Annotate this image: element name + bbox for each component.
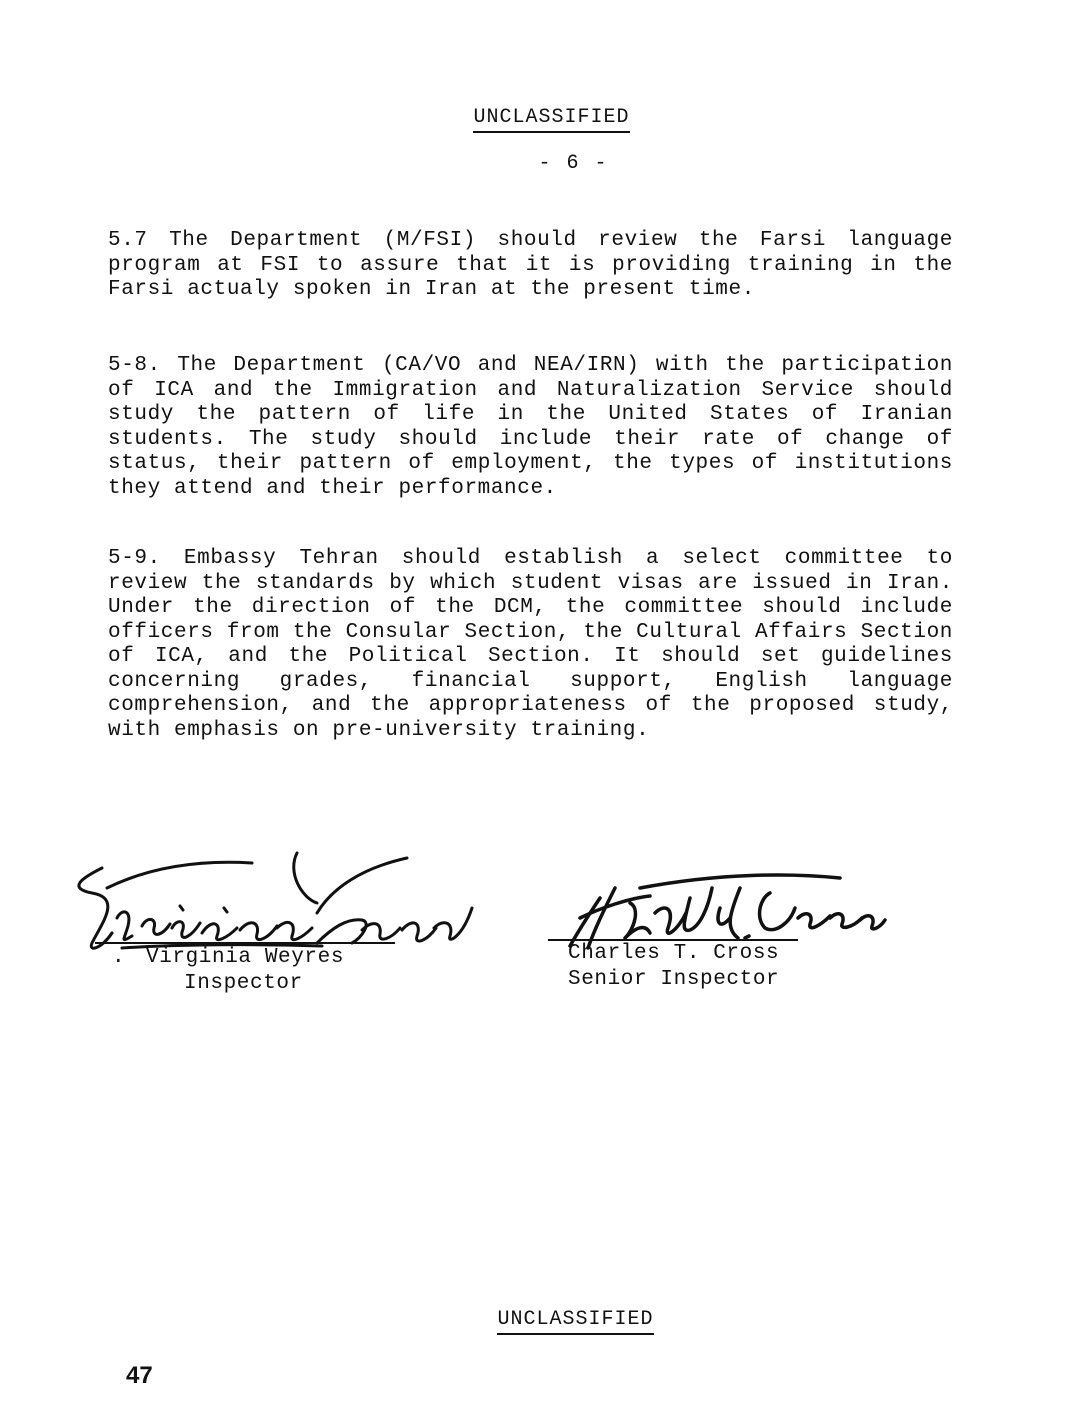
signature-bullet: . (112, 946, 126, 969)
signature-block-cross (568, 941, 868, 993)
signer-name: Charles T. Cross (568, 942, 780, 965)
classification-footer (0, 1308, 1067, 1335)
signer-title: Inspector (184, 972, 303, 995)
signature-line-left (95, 942, 395, 944)
classification-footer-text: UNCLASSIFIED (497, 1308, 653, 1335)
page-number: - 6 - (538, 152, 609, 175)
signer-title: Senior Inspector (568, 968, 780, 991)
recommendation-5-8: 5-8. The Department (CA/VO and NEA/IRN) with the participation of ICA and the Immigration and Naturalization Service should study the pattern of life in the United States of Iranian students. The study should include their rate of change of status, their pattern of employment, the types of institutions they attend and their performance. (108, 354, 953, 500)
classification-header-text: UNCLASSIFIED (473, 106, 629, 133)
signature-block-weyres (112, 945, 442, 997)
classification-header (0, 106, 1067, 133)
signer-name: Virginia Weyres (146, 946, 345, 969)
recommendation-5-7: 5.7 The Department (M/FSI) should review the Farsi language program at FSI to assure that it is providing training in the Farsi actualy spoken in Iran at the present time. (108, 229, 953, 301)
folio-number: 47 (126, 1362, 153, 1389)
recommendation-5-9: 5-9. Embassy Tehran should establish a select committee to review the standards by which student visas are issued in Iran. Under the direction of the DCM, the committee should include officers from the Consular Section, the Cultural Affairs Section of ICA, and the Political Section. It should set guidelines concerning grades, financial support, English language comprehension, and the appropriateness of the proposed study, with emphasis on pre-university training. (108, 547, 953, 742)
